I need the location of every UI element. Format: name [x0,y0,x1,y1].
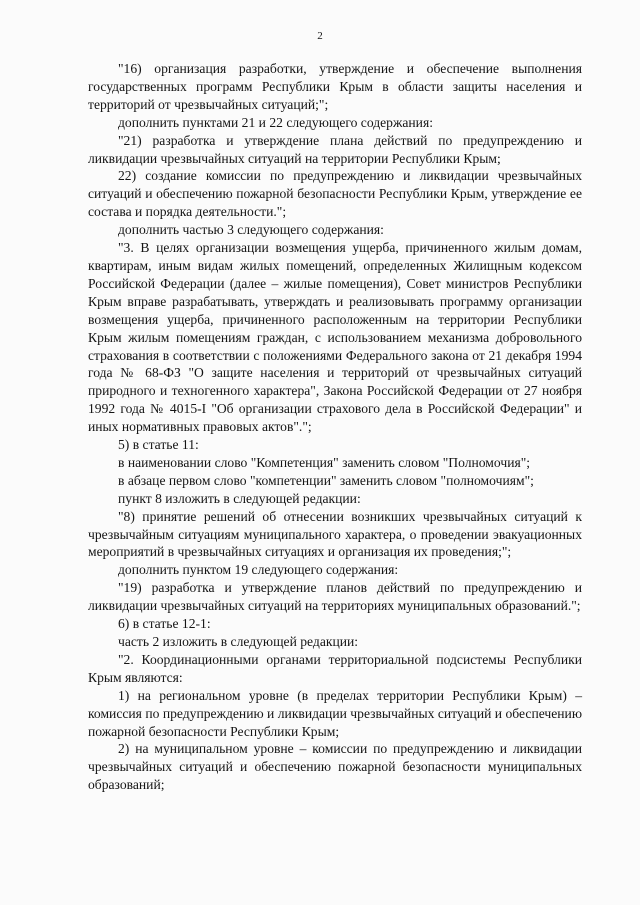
paragraph-item-8-edit: пункт 8 изложить в следующей редакции: [118,490,361,506]
paragraph-municipal-level: 2) на муниципальном уровне – комиссии по предупреждению и ликвидации чрезвычайных ситуаций и обеспечению пожарной безопасности муниципальных образований; [88,741,582,793]
page-number: 2 [317,30,323,42]
paragraph-item-19: "19) разработка и утверждение планов действий по предупреждению и ликвидации чрезвычайных ситуаций на территориях муниципальных образований."; [88,580,582,614]
paragraph-article-12-1: 6) в статье 12-1: [118,616,211,632]
paragraph-part-2: "2. Координационными органами территориальной подсистемы Республики Крым являются: [88,651,582,685]
paragraph-item-21: "21) разработка и утверждение плана действий по предупреждению и ликвидации чрезвычайных ситуаций на территории Республики Крым; [88,132,582,166]
paragraph-add-part-3: дополнить частью 3 следующего содержания: [118,222,384,238]
paragraph-replace-competence: в абзаце первом слово "компетенции" заменить словом "полномочиям"; [118,472,534,488]
paragraph-regional-level: 1) на региональном уровне (в пределах территории Республики Крым) – комиссия по предупреждению и ликвидации чрезвычайных ситуаций и обеспечению пожарной безопасности Республики Крым; [88,687,582,739]
paragraph-part-2-edit: часть 2 изложить в следующей редакции: [118,634,359,649]
paragraph-item-22: 22) создание комиссии по предупреждению и ликвидации чрезвычайных ситуаций и обеспечению пожарной безопасности Республики Крым, утверждение ее состава и порядка деятельности."; [88,168,582,220]
paragraph-article-11: 5) в статье 11: [118,437,199,453]
paragraph-rename-competence: в наименовании слово "Компетенция" заменить словом "Полномочия"; [118,454,531,470]
paragraph-part-3: "3. В целях организации возмещения ущерба, причиненного жилым домам, квартирам, иным видам жилых помещений, определенных Жилищным кодексом Российской Федерации (далее – жилые помещения), Совет министров Республики Крым вправе разрабатывать, утверждать и реализовывать программу организации возмещения ущерба, причиненного расположенным на территории Республики Крым жилым помещениям граждан, с использованием механизма добровольного страхования в соответствии с положениями Федерального закона от 21 декабря 1994 года № 68-ФЗ "О защите населения и территорий от чрезвычайных ситуаций природного и техногенного характера", Закона Российской Федерации от 27 ноября 1992 года № 4015-I "Об организации страхового дела в Российской Федерации" и иных нормативных правовых актов"."; [88,240,582,435]
paragraph-add-items-21-22: дополнить пунктами 21 и 22 следующего содержания: [118,114,433,130]
paragraph-add-item-19: дополнить пунктом 19 следующего содержания: [118,562,399,578]
document-body [88,60,582,794]
paragraph-item-8: "8) принятие решений об отнесении возникших чрезвычайных ситуаций к чрезвычайным ситуациям муниципального характера, о проведении эвакуационных мероприятий в чрезвычайных ситуациях и организация их проведения;"; [88,508,582,560]
paragraph-item-16: "16) организация разработки, утверждение и обеспечение выполнения государственных программ Республики Крым в области защиты населения и территорий от чрезвычайных ситуаций;"; [88,61,582,112]
